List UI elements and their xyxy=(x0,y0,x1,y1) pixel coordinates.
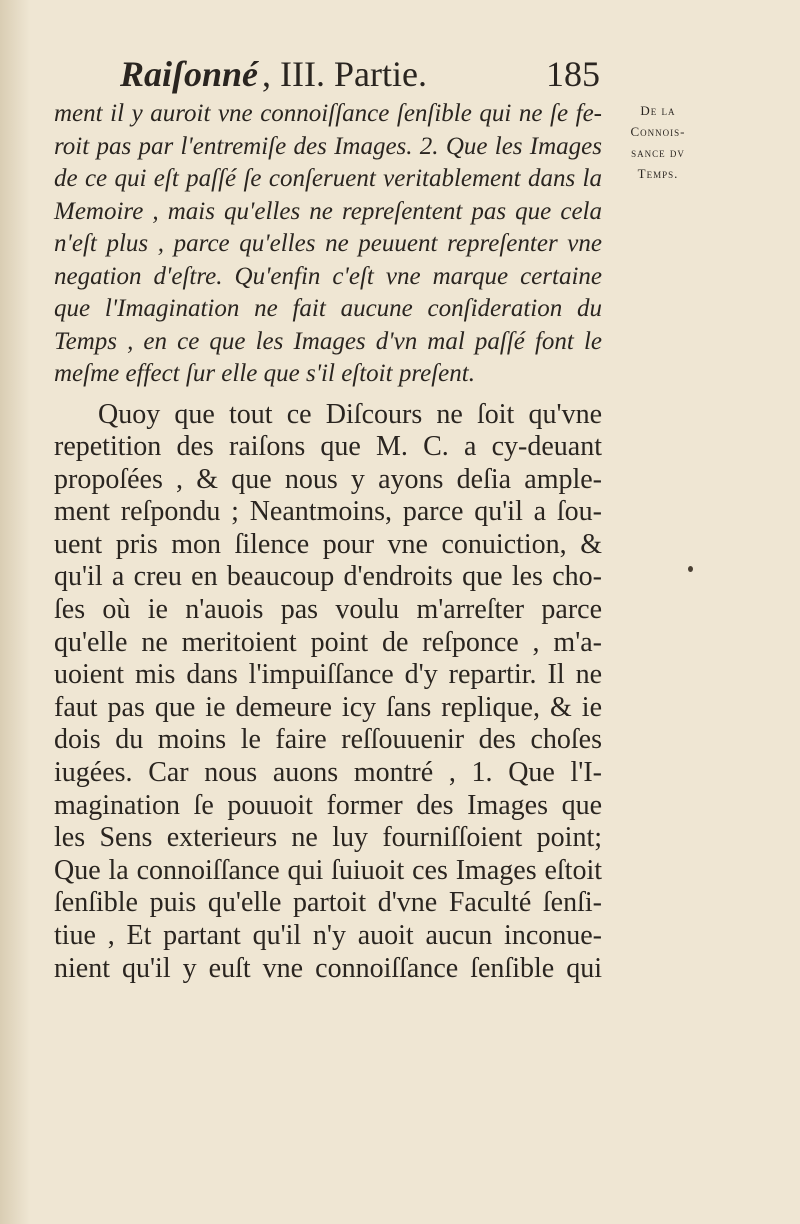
body-line: uent pris mon ſilence pour vne conuiction, & xyxy=(54,528,602,560)
quote-line: meſme effect ſur elle que s'il eſtoit preſent. xyxy=(54,360,475,387)
body-line: propoſées , & que nous y ayons deſia ample- xyxy=(54,463,602,495)
body-line: nient qu'il y euſt vne connoiſſance ſenſible qui xyxy=(54,952,602,984)
margin-note xyxy=(610,100,706,184)
body-line: qu'il a creu en beaucoup d'endroits que les cho- xyxy=(54,561,602,593)
running-head-title: Raiſonné xyxy=(120,54,259,94)
quote-line: que l'Imagination ne fait aucune conſideration du xyxy=(54,295,602,322)
body-line: ſenſible puis qu'elle partoit d'vne Faculté ſenſi- xyxy=(54,887,602,919)
body-line: tiue , Et partant qu'il n'y auoit aucun inconue- xyxy=(54,920,602,951)
body-line: Que la connoiſſance qui ſuiuoit ces Images eſtoit xyxy=(54,854,602,886)
margin-note-line: De la xyxy=(640,103,676,118)
page-number: 185 xyxy=(546,54,600,94)
margin-note-line: Temps. xyxy=(637,166,679,181)
quote-line: Memoire , mais qu'elles ne repreſentent pas que cela xyxy=(54,197,602,225)
body-line: iugées. Car nous auons montré , 1. Que l'I- xyxy=(54,757,602,789)
quote-line: de ce qui eſt paſſé ſe conſeruent veritablement dans la xyxy=(54,165,602,192)
running-head-part: , III. Partie. xyxy=(262,54,427,94)
body-line: faut pas que ie demeure icy ſans replique, & ie xyxy=(54,691,602,723)
quote-line: n'eſt plus , parce qu'elles ne peuuent repreſenter vne xyxy=(54,230,602,257)
quote-line: negation d'eſtre. Qu'enfin c'eſt vne marque certaine xyxy=(54,262,602,290)
margin-note-line: Connois- xyxy=(630,124,686,139)
ink-spot xyxy=(688,566,693,572)
quote-line: roit pas par l'entremiſe des Images. 2. Que les Images xyxy=(54,132,602,160)
running-head xyxy=(120,54,600,94)
body-line: ſes où ie n'auois pas voulu m'arreſter parce xyxy=(54,594,602,626)
body-line: ment reſpondu ; Neantmoins, parce qu'il a ſou- xyxy=(54,496,602,528)
body-line: uoient mis dans l'impuiſſance d'y repartir. Il ne xyxy=(54,659,602,691)
body-line: magination ſe pouuoit former des Images que xyxy=(54,789,602,821)
quote-line: ment il y auroit vne connoiſſance ſenſible qui ne ſe fe- xyxy=(54,100,602,127)
gutter-shadow xyxy=(0,0,30,1224)
quote-line: Temps , en ce que les Images d'vn mal paſſé font le xyxy=(54,327,602,355)
body-paragraph xyxy=(54,399,602,986)
body-line: les Sens exterieurs ne luy fourniſſoient point; xyxy=(54,822,602,854)
body-line: qu'elle ne meritoient point de reſponce , m'a- xyxy=(54,626,602,658)
body-line: repetition des raiſons que M. C. a cy-deuant xyxy=(54,431,602,463)
text-block xyxy=(54,98,602,985)
quoted-passage xyxy=(54,98,602,391)
body-line: dois du moins le faire reſſouuenir des choſes xyxy=(54,724,602,756)
body-line: Quoy que tout ce Diſcours ne ſoit qu'vne xyxy=(98,398,602,430)
margin-note-line: sance dv xyxy=(631,145,685,160)
